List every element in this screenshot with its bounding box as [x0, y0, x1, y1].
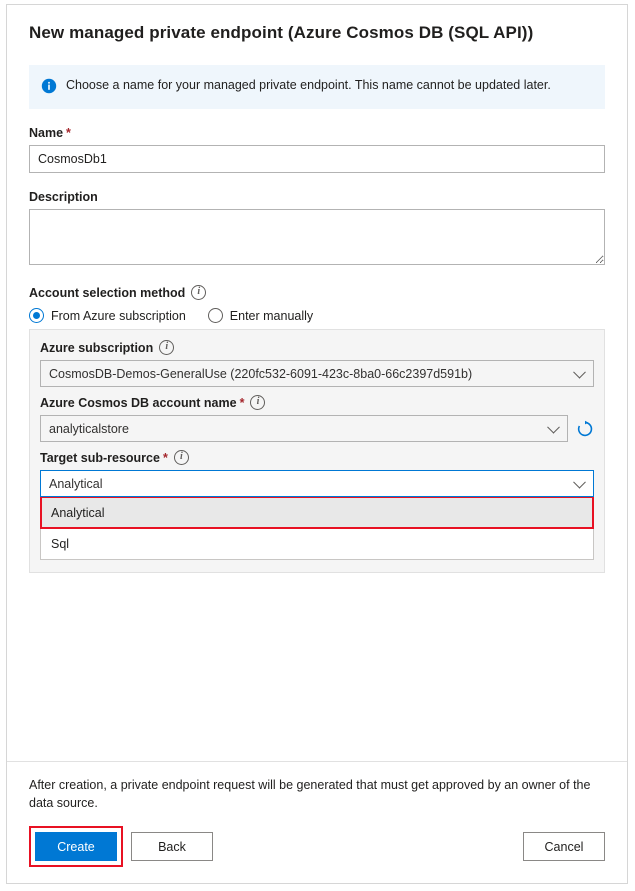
account-selection-method-text: Account selection method	[29, 285, 186, 300]
description-input[interactable]	[29, 209, 605, 265]
dropdown-option-analytical[interactable]	[41, 497, 593, 528]
account-name-required-asterisk: *	[239, 395, 245, 410]
account-name-row	[40, 415, 594, 442]
radio-from-azure-subscription[interactable]	[29, 308, 186, 323]
azure-subscription-label	[40, 340, 594, 355]
radio-enter-manually-label: Enter manually	[229, 308, 314, 323]
footer-note: After creation, a private endpoint request will be generated that must get approved by an owner of the data source.	[7, 761, 627, 812]
info-tooltip-icon[interactable]	[174, 450, 189, 465]
info-message: Choose a name for your managed private endpoint. This name cannot be updated later.	[66, 78, 551, 92]
chevron-down-icon	[547, 420, 560, 433]
create-button[interactable]: Create	[35, 832, 117, 861]
target-sub-resource-dropdown	[40, 497, 594, 560]
info-banner	[29, 65, 605, 109]
account-details-group	[29, 329, 605, 573]
create-button-highlight	[29, 826, 123, 867]
new-managed-private-endpoint-panel	[6, 4, 628, 884]
target-sub-resource-value: Analytical	[49, 476, 103, 491]
account-name-label	[40, 395, 594, 410]
description-label	[29, 190, 605, 204]
description-label-text: Description	[29, 190, 98, 204]
info-tooltip-icon[interactable]	[250, 395, 265, 410]
account-selection-radio-group	[29, 308, 605, 323]
info-icon	[41, 78, 57, 97]
cancel-button[interactable]: Cancel	[523, 832, 605, 861]
azure-subscription-label-text: Azure subscription	[40, 340, 154, 355]
account-name-value: analyticalstore	[49, 421, 129, 436]
chevron-down-icon	[573, 475, 586, 488]
dropdown-option-label: Sql	[51, 536, 70, 551]
info-tooltip-icon[interactable]	[191, 285, 206, 300]
radio-from-azure-subscription-label: From Azure subscription	[51, 308, 186, 323]
azure-subscription-select-wrap	[40, 360, 594, 387]
refresh-icon[interactable]	[576, 420, 594, 438]
footer-action-bar	[7, 812, 627, 883]
info-tooltip-icon[interactable]	[159, 340, 174, 355]
name-label	[29, 126, 605, 140]
target-sub-resource-required-asterisk: *	[162, 450, 168, 465]
radio-indicator	[29, 308, 44, 323]
target-sub-resource-select[interactable]	[40, 470, 594, 497]
account-name-select[interactable]	[40, 415, 568, 442]
azure-subscription-select[interactable]	[40, 360, 594, 387]
account-name-select-wrap	[40, 415, 568, 442]
radio-enter-manually[interactable]	[208, 308, 313, 323]
radio-indicator	[208, 308, 223, 323]
name-label-text: Name	[29, 126, 64, 140]
dropdown-option-label: Analytical	[51, 505, 105, 520]
name-input[interactable]	[29, 145, 605, 173]
back-button[interactable]: Back	[131, 832, 213, 861]
name-required-asterisk: *	[66, 126, 71, 140]
target-sub-resource-select-wrap	[40, 470, 594, 560]
form-content	[7, 43, 627, 761]
target-sub-resource-label-text: Target sub-resource	[40, 450, 160, 465]
target-sub-resource-label	[40, 450, 594, 465]
dropdown-option-sql[interactable]	[41, 528, 593, 559]
account-selection-method-label	[29, 285, 605, 300]
chevron-down-icon	[573, 365, 586, 378]
page-title: New managed private endpoint (Azure Cosmos DB (SQL API))	[29, 23, 534, 42]
azure-subscription-value: CosmosDB-Demos-GeneralUse (220fc532-6091-423c-8ba0-66c2397d591b)	[49, 366, 473, 381]
account-name-label-text: Azure Cosmos DB account name	[40, 395, 237, 410]
